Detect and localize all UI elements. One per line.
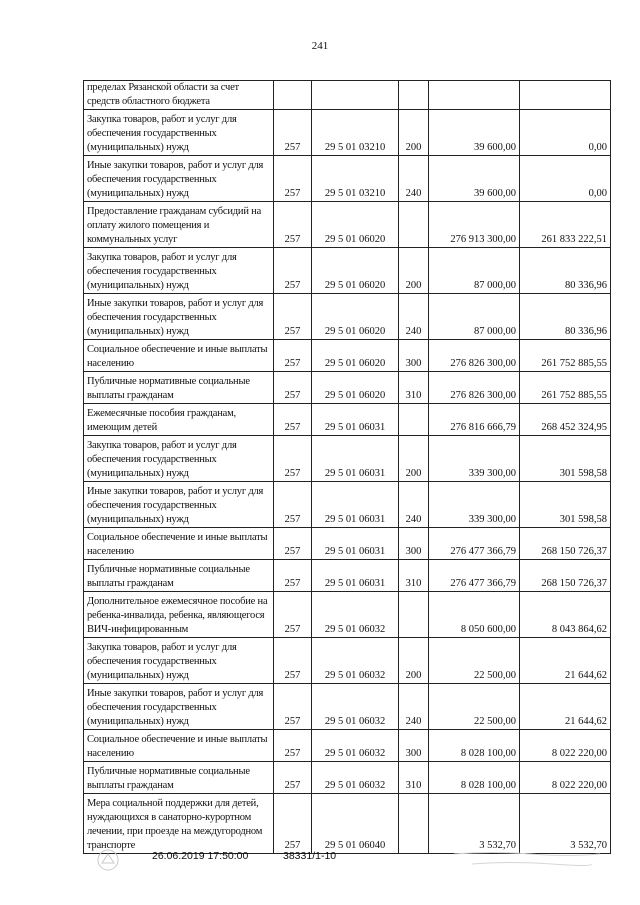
row-code: 257 xyxy=(274,404,312,436)
row-code: 257 xyxy=(274,528,312,560)
row-plan-amount: 276 826 300,00 xyxy=(429,340,520,372)
row-actual-amount: 8 022 220,00 xyxy=(520,730,611,762)
row-actual-amount: 8 022 220,00 xyxy=(520,762,611,794)
row-expense-type: 310 xyxy=(399,372,429,404)
row-section: 29 5 01 06020 xyxy=(312,372,399,404)
row-section: 29 5 01 06031 xyxy=(312,404,399,436)
page-footer xyxy=(0,848,640,878)
budget-table-body xyxy=(84,81,611,854)
row-expense-type: 240 xyxy=(399,156,429,202)
row-section: 29 5 01 06020 xyxy=(312,294,399,340)
row-name: Закупка товаров, работ и услуг для обеспечения государственных (муниципальных) нужд xyxy=(84,110,274,156)
row-actual-amount: 261 752 885,55 xyxy=(520,372,611,404)
table-row xyxy=(84,730,611,762)
row-name: Публичные нормативные социальные выплаты гражданам xyxy=(84,762,274,794)
row-code: 257 xyxy=(274,684,312,730)
row-name: Публичные нормативные социальные выплаты гражданам xyxy=(84,372,274,404)
footer-document-number: 38331/1-10 xyxy=(283,850,337,862)
table-row xyxy=(84,528,611,560)
row-plan-amount: 339 300,00 xyxy=(429,436,520,482)
row-actual-amount: 268 150 726,37 xyxy=(520,560,611,592)
row-name: Закупка товаров, работ и услуг для обеспечения государственных (муниципальных) нужд xyxy=(84,436,274,482)
row-section: 29 5 01 06032 xyxy=(312,730,399,762)
row-plan-amount: 22 500,00 xyxy=(429,684,520,730)
table-row xyxy=(84,762,611,794)
row-plan-amount: 8 028 100,00 xyxy=(429,762,520,794)
row-plan-amount: 3 532,70 xyxy=(429,794,520,854)
row-actual-amount: 261 752 885,55 xyxy=(520,340,611,372)
row-name: Публичные нормативные социальные выплаты гражданам xyxy=(84,560,274,592)
table-row xyxy=(84,340,611,372)
row-code: 257 xyxy=(274,560,312,592)
row-expense-type xyxy=(399,404,429,436)
row-code: 257 xyxy=(274,110,312,156)
row-code: 257 xyxy=(274,794,312,854)
row-name: Ежемесячные пособия гражданам, имеющим детей xyxy=(84,404,274,436)
row-plan-amount: 87 000,00 xyxy=(429,248,520,294)
row-actual-amount: 21 644,62 xyxy=(520,684,611,730)
row-name: пределах Рязанской области за счет средств областного бюджета xyxy=(84,81,274,110)
table-row xyxy=(84,684,611,730)
faint-watermark xyxy=(452,848,602,872)
row-expense-type: 310 xyxy=(399,762,429,794)
row-section xyxy=(312,81,399,110)
row-plan-amount: 276 477 366,79 xyxy=(429,560,520,592)
row-actual-amount: 80 336,96 xyxy=(520,248,611,294)
row-expense-type: 200 xyxy=(399,248,429,294)
row-plan-amount: 87 000,00 xyxy=(429,294,520,340)
row-plan-amount: 339 300,00 xyxy=(429,482,520,528)
table-row xyxy=(84,404,611,436)
row-expense-type xyxy=(399,202,429,248)
row-code xyxy=(274,81,312,110)
row-plan-amount: 39 600,00 xyxy=(429,110,520,156)
row-code: 257 xyxy=(274,638,312,684)
row-expense-type xyxy=(399,794,429,854)
row-name: Мера социальной поддержки для детей, нуждающихся в санаторно-курортном лечении, при проезде на междугородном транспорте xyxy=(84,794,274,854)
row-plan-amount: 276 477 366,79 xyxy=(429,528,520,560)
table-row xyxy=(84,110,611,156)
row-plan-amount: 8 050 600,00 xyxy=(429,592,520,638)
row-expense-type xyxy=(399,81,429,110)
row-expense-type: 200 xyxy=(399,436,429,482)
row-actual-amount: 0,00 xyxy=(520,156,611,202)
row-expense-type: 240 xyxy=(399,684,429,730)
row-actual-amount: 268 150 726,37 xyxy=(520,528,611,560)
page-number: 241 xyxy=(311,40,329,52)
row-name: Закупка товаров, работ и услуг для обеспечения государственных (муниципальных) нужд xyxy=(84,638,274,684)
row-name: Социальное обеспечение и иные выплаты населению xyxy=(84,340,274,372)
row-expense-type xyxy=(399,592,429,638)
row-actual-amount: 301 598,58 xyxy=(520,436,611,482)
table-row xyxy=(84,592,611,638)
row-name: Закупка товаров, работ и услуг для обеспечения государственных (муниципальных) нужд xyxy=(84,248,274,294)
row-plan-amount: 276 816 666,79 xyxy=(429,404,520,436)
row-section: 29 5 01 06020 xyxy=(312,248,399,294)
row-actual-amount: 21 644,62 xyxy=(520,638,611,684)
table-row xyxy=(84,372,611,404)
table-row xyxy=(84,294,611,340)
row-code: 257 xyxy=(274,592,312,638)
row-code: 257 xyxy=(274,340,312,372)
row-section: 29 5 01 06032 xyxy=(312,638,399,684)
table-row xyxy=(84,156,611,202)
row-expense-type: 300 xyxy=(399,528,429,560)
row-expense-type: 240 xyxy=(399,294,429,340)
document-stamp-icon xyxy=(96,848,120,872)
row-actual-amount xyxy=(520,81,611,110)
table-row xyxy=(84,436,611,482)
row-section: 29 5 01 06020 xyxy=(312,202,399,248)
table-row xyxy=(84,560,611,592)
table-row xyxy=(84,638,611,684)
row-code: 257 xyxy=(274,202,312,248)
row-section: 29 5 01 06031 xyxy=(312,560,399,592)
row-name: Иные закупки товаров, работ и услуг для обеспечения государственных (муниципальных) нужд xyxy=(84,482,274,528)
row-actual-amount: 301 598,58 xyxy=(520,482,611,528)
row-name: Дополнительное ежемесячное пособие на ребенка-инвалида, ребенка, являющегося ВИЧ-инфицированным xyxy=(84,592,274,638)
table-row xyxy=(84,202,611,248)
table-row xyxy=(84,248,611,294)
row-plan-amount xyxy=(429,81,520,110)
row-actual-amount: 268 452 324,95 xyxy=(520,404,611,436)
row-actual-amount: 3 532,70 xyxy=(520,794,611,854)
row-actual-amount: 261 833 222,51 xyxy=(520,202,611,248)
row-section: 29 5 01 06040 xyxy=(312,794,399,854)
row-code: 257 xyxy=(274,248,312,294)
row-expense-type: 300 xyxy=(399,340,429,372)
row-section: 29 5 01 06032 xyxy=(312,684,399,730)
row-section: 29 5 01 06031 xyxy=(312,482,399,528)
row-section: 29 5 01 06032 xyxy=(312,762,399,794)
row-section: 29 5 01 03210 xyxy=(312,110,399,156)
row-code: 257 xyxy=(274,730,312,762)
row-plan-amount: 8 028 100,00 xyxy=(429,730,520,762)
row-code: 257 xyxy=(274,436,312,482)
row-section: 29 5 01 06020 xyxy=(312,340,399,372)
row-expense-type: 240 xyxy=(399,482,429,528)
footer-timestamp: 26.06.2019 17:50:00 xyxy=(152,850,249,862)
row-name: Иные закупки товаров, работ и услуг для обеспечения государственных (муниципальных) нужд xyxy=(84,294,274,340)
row-actual-amount: 8 043 864,62 xyxy=(520,592,611,638)
row-expense-type: 310 xyxy=(399,560,429,592)
row-plan-amount: 39 600,00 xyxy=(429,156,520,202)
row-name: Социальное обеспечение и иные выплаты населению xyxy=(84,528,274,560)
row-expense-type: 300 xyxy=(399,730,429,762)
row-expense-type: 200 xyxy=(399,638,429,684)
row-section: 29 5 01 06032 xyxy=(312,592,399,638)
row-name: Иные закупки товаров, работ и услуг для обеспечения государственных (муниципальных) нужд xyxy=(84,684,274,730)
row-section: 29 5 01 03210 xyxy=(312,156,399,202)
row-section: 29 5 01 06031 xyxy=(312,436,399,482)
row-code: 257 xyxy=(274,294,312,340)
row-name: Предоставление гражданам субсидий на оплату жилого помещения и коммунальных услуг xyxy=(84,202,274,248)
budget-table xyxy=(83,80,611,854)
row-section: 29 5 01 06031 xyxy=(312,528,399,560)
row-plan-amount: 276 913 300,00 xyxy=(429,202,520,248)
row-expense-type: 200 xyxy=(399,110,429,156)
table-row xyxy=(84,794,611,854)
row-code: 257 xyxy=(274,372,312,404)
row-name: Социальное обеспечение и иные выплаты населению xyxy=(84,730,274,762)
row-code: 257 xyxy=(274,482,312,528)
row-code: 257 xyxy=(274,156,312,202)
row-name: Иные закупки товаров, работ и услуг для обеспечения государственных (муниципальных) нужд xyxy=(84,156,274,202)
row-code: 257 xyxy=(274,762,312,794)
row-actual-amount: 0,00 xyxy=(520,110,611,156)
row-plan-amount: 22 500,00 xyxy=(429,638,520,684)
row-actual-amount: 80 336,96 xyxy=(520,294,611,340)
row-plan-amount: 276 826 300,00 xyxy=(429,372,520,404)
table-row xyxy=(84,81,611,110)
table-row xyxy=(84,482,611,528)
